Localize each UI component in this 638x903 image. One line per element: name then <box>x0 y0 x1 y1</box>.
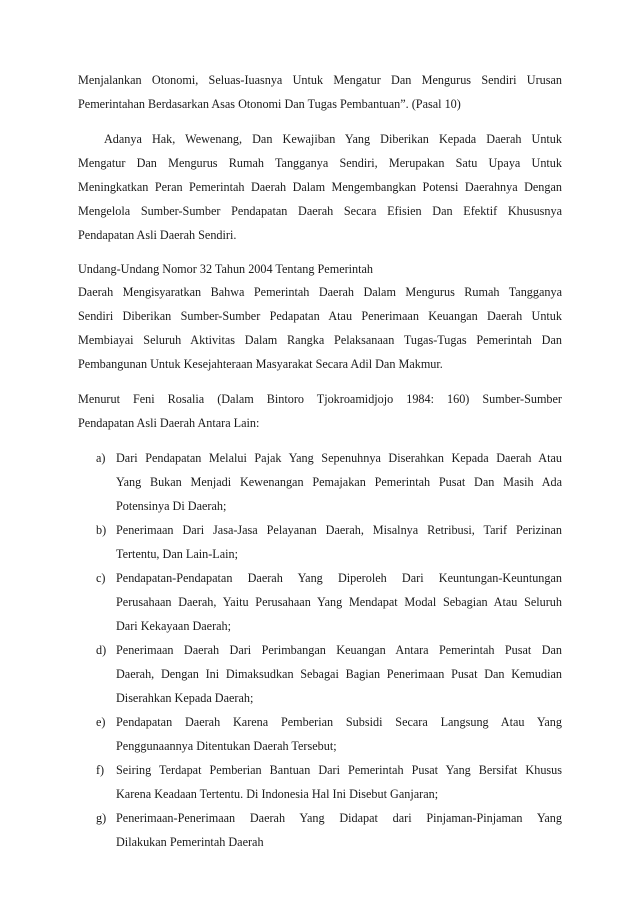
list-item <box>78 566 562 638</box>
text-line: Potensinya Di Daerah; <box>116 499 227 513</box>
text-line: Mengelola Sumber-Sumber Pendapatan Daerah Secara Efisien Dan Efektif Khususnya <box>78 204 562 218</box>
list-item <box>78 518 562 566</box>
text-line: Dilakukan Pemerintah Daerah <box>116 835 264 849</box>
document-page <box>78 68 562 854</box>
list-item <box>78 806 562 854</box>
list-item <box>78 638 562 710</box>
list-marker: e) <box>96 715 106 729</box>
text-line: Penerimaan-Penerimaan Daerah Yang Didapat dari Pinjaman-Pinjaman Yang <box>116 811 562 825</box>
text-line: Tertentu, Dan Lain-Lain; <box>116 547 238 561</box>
text-line: Pembangunan Untuk Kesejahteraan Masyarakat Secara Adil Dan Makmur. <box>78 357 443 371</box>
text-line: Pendapatan Asli Daerah Sendiri. <box>78 228 237 242</box>
text-line: Pendapatan-Pendapatan Daerah Yang Diperoleh Dari Keuntungan-Keuntungan <box>116 571 562 585</box>
list-marker: c) <box>96 571 106 585</box>
text-line: Dari Pendapatan Melalui Pajak Yang Sepenuhnya Diserahkan Kepada Daerah Atau <box>116 451 562 465</box>
text-line: Daerah Mengisyaratkan Bahwa Pemerintah Daerah Dalam Mengurus Rumah Tangganya <box>78 285 562 299</box>
text-line: Membiayai Seluruh Aktivitas Dalam Rangka Pelaksanaan Tugas-Tugas Pemerintah Dan <box>78 333 562 347</box>
list-marker: d) <box>96 643 107 657</box>
text-line: Karena Keadaan Tertentu. Di Indonesia Hal Ini Disebut Ganjaran; <box>116 787 439 801</box>
text-line: Sendiri Diberikan Sumber-Sumber Pedapatan Atau Penerimaan Keuangan Daerah Untuk <box>78 309 562 323</box>
text-line: Penerimaan Daerah Dari Perimbangan Keuangan Antara Pemerintah Pusat Dan <box>116 643 562 657</box>
text-line: Penggunaannya Ditentukan Daerah Tersebut; <box>116 739 337 753</box>
paragraph-menurut-feni-rosalia <box>78 387 562 435</box>
list-marker: b) <box>96 523 107 537</box>
list-item <box>78 710 562 758</box>
text-line: Daerah, Dengan Ini Dimaksudkan Sebagai Bagian Penerimaan Pusat Dan Kemudian <box>116 667 562 681</box>
text-line: Pendapatan Asli Daerah Antara Lain: <box>78 416 260 430</box>
text-line: Meningkatkan Peran Pemerintah Daerah Dalam Mengembangkan Potensi Daerahnya Dengan <box>78 180 562 194</box>
paragraph-undang-undang <box>78 258 562 376</box>
list-marker: f) <box>96 763 105 777</box>
text-line: Undang-Undang Nomor 32 Tahun 2004 Tentang Pemerintah <box>78 262 374 276</box>
list-marker: g) <box>96 811 107 825</box>
text-line: Adanya Hak, Wewenang, Dan Kewajiban Yang Diberikan Kepada Daerah Untuk <box>104 132 562 146</box>
text-line: Diserahkan Kepada Daerah; <box>116 691 254 705</box>
list-marker: a) <box>96 451 106 465</box>
text-line: Menurut Feni Rosalia (Dalam Bintoro Tjokroamidjojo 1984: 160) Sumber-Sumber <box>78 392 562 406</box>
text-line: Perusahaan Daerah, Yaitu Perusahaan Yang Mendapat Modal Sebagian Atau Seluruh <box>116 595 562 609</box>
paragraph-pasal-10 <box>78 68 562 116</box>
text-line: Pemerintahan Berdasarkan Asas Otonomi Dan Tugas Pembantuan”. (Pasal 10) <box>78 97 461 111</box>
text-line: Pendapatan Daerah Karena Pemberian Subsidi Secara Langsung Atau Yang <box>116 715 562 729</box>
text-line: Dari Kekayaan Daerah; <box>116 619 232 633</box>
paragraph-hak-wewenang <box>78 127 562 247</box>
sumber-pendapatan-list <box>78 446 562 854</box>
list-item <box>78 446 562 518</box>
text-line: Menjalankan Otonomi, Seluas-Iuasnya Untuk Mengatur Dan Mengurus Sendiri Urusan <box>78 73 562 87</box>
text-line: Penerimaan Dari Jasa-Jasa Pelayanan Daerah, Misalnya Retribusi, Tarif Perizinan <box>116 523 562 537</box>
list-item <box>78 758 562 806</box>
text-line: Seiring Terdapat Pemberian Bantuan Dari Pemerintah Pusat Yang Bersifat Khusus <box>116 763 562 777</box>
text-line: Mengatur Dan Mengurus Rumah Tangganya Sendiri, Merupakan Satu Upaya Untuk <box>78 156 562 170</box>
text-line: Yang Bukan Menjadi Kewenangan Pemajakan Pemerintah Pusat Dan Masih Ada <box>116 475 562 489</box>
